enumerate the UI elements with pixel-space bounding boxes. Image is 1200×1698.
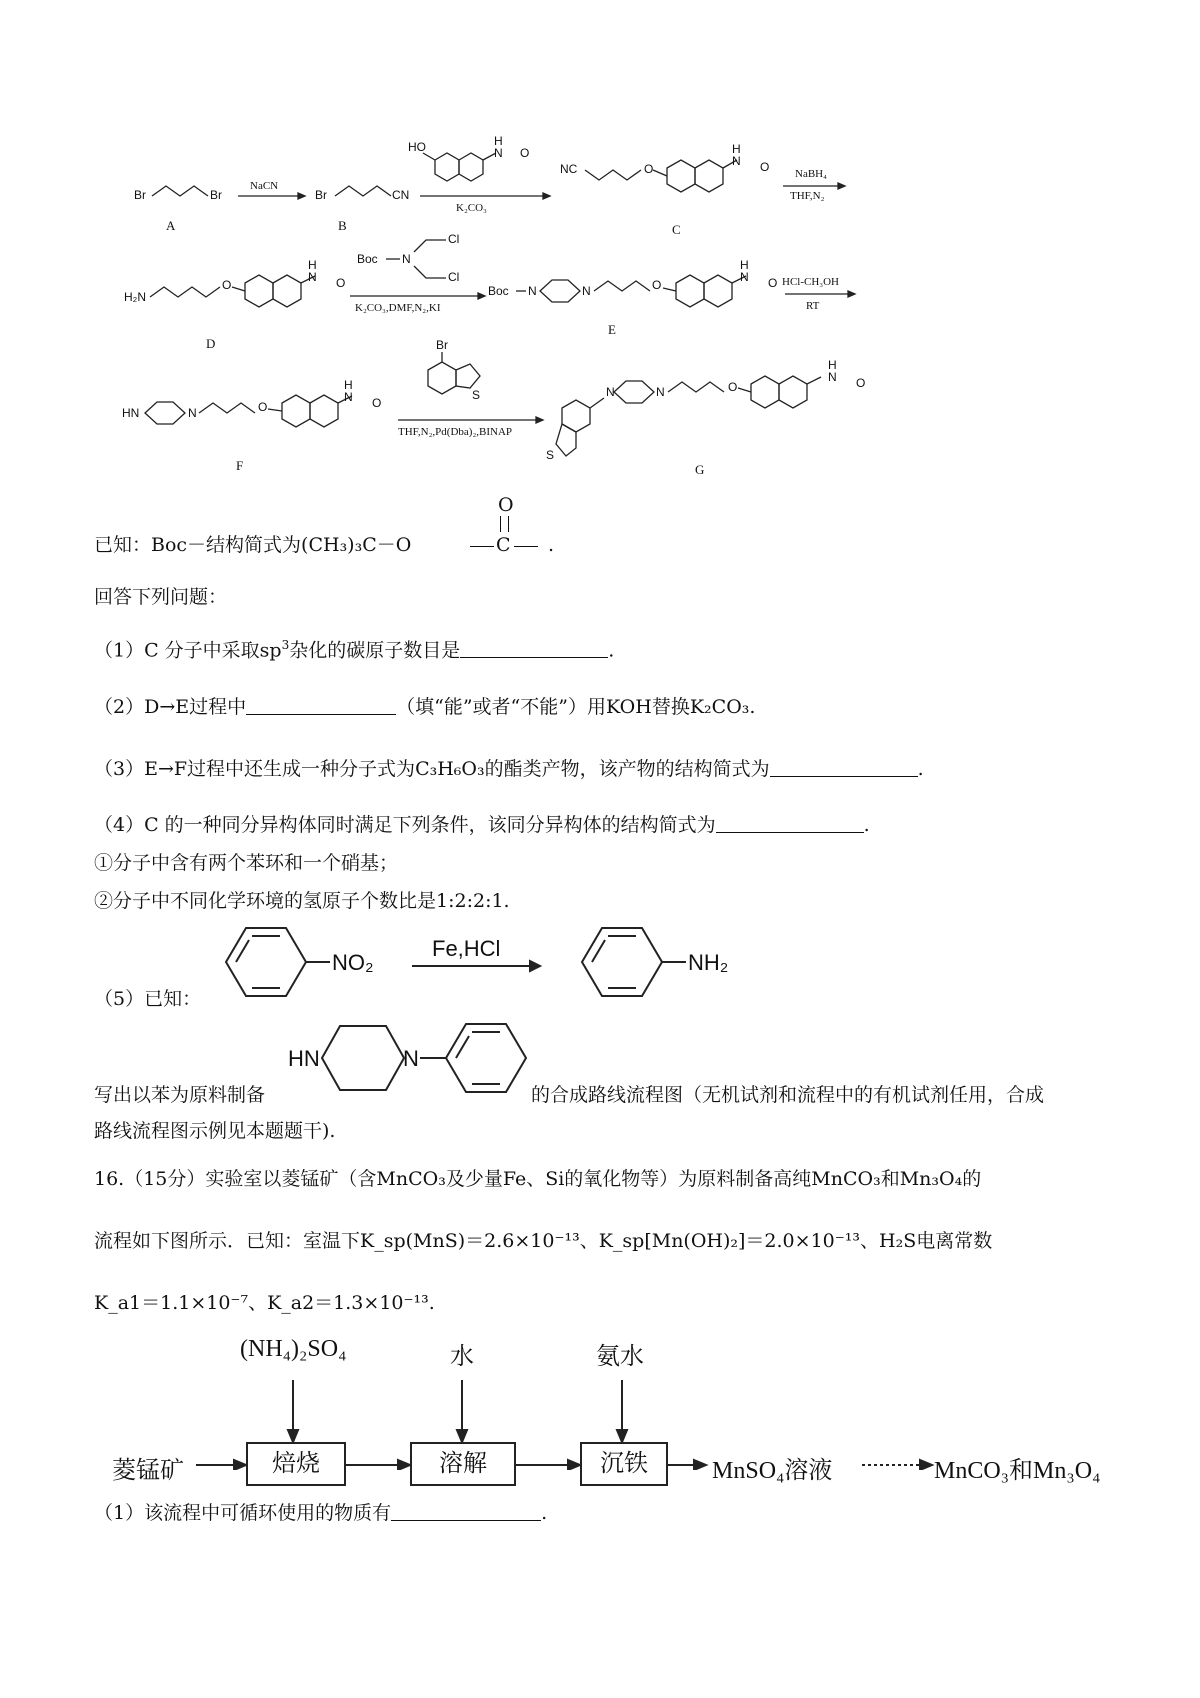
compound-e-n: N (740, 270, 749, 284)
q1-answer-blank[interactable] (460, 639, 608, 658)
q4-condition-2: ②分子中不同化学环境的氢原子个数比是1:2:2:1. (94, 890, 510, 912)
question-4 (94, 812, 870, 838)
q5-pre: 写出以苯为原料制备 (94, 1084, 266, 1106)
reagent-k2co3: K₂CO₃ (456, 202, 487, 214)
compound-c-co: O (760, 160, 770, 174)
q1-pre: （1）C 分子中采取 (94, 639, 260, 662)
compound-g-n1: N (606, 385, 615, 399)
compound-g-o: O (728, 380, 738, 394)
compound-e-n1: N (528, 284, 537, 298)
label-e: E (608, 322, 616, 337)
reagent-br: Br (436, 338, 448, 352)
q2-k2co3: K₂CO₃ (689, 696, 750, 718)
compound-e-h: H (740, 258, 749, 272)
compound-g-s: S (546, 448, 555, 462)
q5-reagent: Fe,HCl (432, 936, 501, 961)
q5-n: N (403, 1046, 419, 1071)
label-c: C (672, 222, 681, 237)
q16-line3: K_a1＝1.1×10⁻⁷、K_a2＝1.3×10⁻¹³. (94, 1292, 435, 1314)
q16-1-answer-blank[interactable] (391, 1502, 541, 1521)
synthesis-scheme (0, 0, 1200, 480)
boc-carbonyl-o: O (498, 494, 514, 516)
reagent-nabh4: NaBH₄ (795, 168, 827, 180)
reagent-rt: RT (806, 300, 820, 312)
label-g: G (695, 462, 705, 477)
q5-post: 的合成路线流程图（无机试剂和流程中的有机试剂任用，合成 (531, 1084, 1045, 1106)
compound-f-hn: HN (122, 406, 140, 420)
flow-box-roast: 焙烧 (246, 1442, 346, 1486)
compound-b-br: Br (315, 188, 327, 202)
compound-c-h: H (732, 142, 741, 156)
q4-end: . (863, 814, 870, 836)
q5-line2: 路线流程图示例见本题题干). (94, 1120, 336, 1142)
reagent-ho: HO (408, 140, 426, 154)
reagent-nh-h: H (494, 134, 503, 148)
compound-b-cn: CN (392, 188, 410, 202)
q2-answer-blank[interactable] (246, 696, 396, 715)
boc-end: . (548, 534, 555, 556)
compound-d-n: N (308, 270, 317, 284)
compound-g-co: O (856, 376, 866, 390)
compound-e-co: O (768, 276, 778, 290)
known-boc-prefix: 已知：Boc－结构简式为 (94, 534, 302, 556)
reagent-nacn: NaCN (250, 180, 279, 192)
q2-end: . (749, 696, 756, 718)
flow-input-ammonium-sulfate: (NH₄)₂SO₄ (240, 1336, 347, 1362)
known-boc (94, 532, 411, 558)
flow-mnso4-solution: MnSO₄溶液 (712, 1458, 833, 1484)
compound-c-o: O (644, 162, 654, 176)
flow-start-rhodochrosite: 菱锰矿 (112, 1458, 184, 1484)
boc-bond-left (470, 546, 494, 547)
flow-input-ammonia: 氨水 (596, 1344, 644, 1370)
q3-formula: C₃H₆O₃ (415, 758, 485, 780)
q2-koh: KOH (605, 696, 652, 718)
compound-f-o: O (258, 400, 268, 414)
q2-pre: （2）D→E过程中 (94, 696, 247, 718)
compound-c-n: N (732, 154, 741, 168)
compound-d-co: O (336, 276, 346, 290)
reagent-nh-n: N (494, 146, 503, 160)
q3-post: 的酯类产物，该产物的结构简式为 (484, 758, 770, 780)
compound-d-h: H (308, 258, 317, 272)
q16-line2: 流程如下图所示．已知：室温下K_sp(MnS)＝2.6×10⁻¹³、K_sp[Mn(OH)₂]＝2.0×10⁻¹³、H₂S电离常数 (94, 1230, 993, 1252)
answer-intro: 回答下列问题： (94, 586, 228, 608)
flow-box-precipitate-iron: 沉铁 (580, 1442, 668, 1486)
label-f: F (236, 458, 244, 473)
compound-a-br-right: Br (210, 188, 222, 202)
q1-end: . (608, 639, 615, 662)
q1-sup: 3 (281, 638, 290, 652)
boc-double-bond (500, 516, 509, 532)
reagent-fg-conditions: THF,N₂,Pd(Dba)₂,BINAP (398, 426, 513, 438)
q4-answer-blank[interactable] (716, 814, 864, 833)
compound-d-h2n: H₂N (124, 290, 146, 304)
reagent-boc-n: N (402, 252, 411, 266)
flow-end-products: MnCO₃和Mn₃O₄ (934, 1458, 1101, 1484)
q16-1-end: . (541, 1502, 548, 1524)
q5-nh2: NH₂ (688, 950, 729, 975)
reagent-s: S (472, 388, 481, 402)
flow-input-water: 水 (450, 1344, 474, 1370)
compound-a-br-left: Br (134, 188, 146, 202)
compound-f-co: O (372, 396, 382, 410)
label-a: A (166, 218, 176, 233)
q16-1-pre: （1）该流程中可循环使用的物质有 (94, 1502, 392, 1524)
q5-hn: HN (288, 1046, 320, 1071)
q3-answer-blank[interactable] (770, 758, 918, 777)
reagent-cl2: Cl (448, 270, 460, 284)
reagent-thf-n2: THF,N₂ (790, 190, 825, 202)
compound-g-n2: N (656, 385, 665, 399)
flow-box-dissolve: 溶解 (410, 1442, 516, 1486)
q2-post: （填“能”或者“不能”）用 (396, 696, 606, 718)
compound-f-n: N (188, 406, 197, 420)
compound-e-boc: Boc (488, 284, 509, 298)
q3-end: . (917, 758, 924, 780)
compound-c-nc: NC (560, 162, 578, 176)
q1-post: 杂化的碳原子数目是 (289, 639, 461, 662)
q5-no2: NO₂ (332, 950, 374, 975)
reagent-de-conditions: K₂CO₃,DMF,N₂,KI (355, 302, 441, 314)
q2-mid: 替换 (651, 696, 690, 718)
compound-f-n2: N (344, 390, 353, 404)
compound-f-h: H (344, 378, 353, 392)
label-b: B (338, 218, 347, 233)
label-d: D (206, 336, 216, 351)
compound-e-n2: N (582, 284, 591, 298)
question-3 (94, 756, 924, 782)
question-1 (94, 632, 614, 663)
question-2 (94, 694, 755, 720)
reagent-co-o: O (520, 146, 530, 160)
reagent-boc: Boc (357, 252, 378, 266)
known-boc-formula: (CH₃)₃C－O (301, 534, 412, 556)
compound-g-n: N (828, 370, 837, 384)
question-16-1 (94, 1500, 547, 1526)
reagent-hcl-ch3oh: HCl-CH₃OH (782, 276, 840, 288)
compound-e-o: O (652, 278, 662, 292)
q1-sp: sp (259, 639, 282, 662)
q3-pre: （3）E→F过程中还生成一种分子式为 (94, 758, 416, 780)
q4-pre: （4）C 的一种同分异构体同时满足下列条件，该同分异构体的结构简式为 (94, 814, 716, 836)
q4-condition-1: ①分子中含有两个苯环和一个硝基； (94, 852, 399, 874)
boc-bond-right (514, 546, 538, 547)
boc-carbonyl-c: C (496, 534, 511, 556)
compound-d-o: O (222, 278, 232, 292)
q5-label: （5）已知： (94, 988, 202, 1010)
reagent-cl1: Cl (448, 232, 460, 246)
compound-g-h: H (828, 358, 837, 372)
q16-line1: 16.（15分）实验室以菱锰矿（含MnCO₃及少量Fe、Si的氧化物等）为原料制备高纯MnCO₃和Mn₃O₄的 (94, 1168, 982, 1190)
